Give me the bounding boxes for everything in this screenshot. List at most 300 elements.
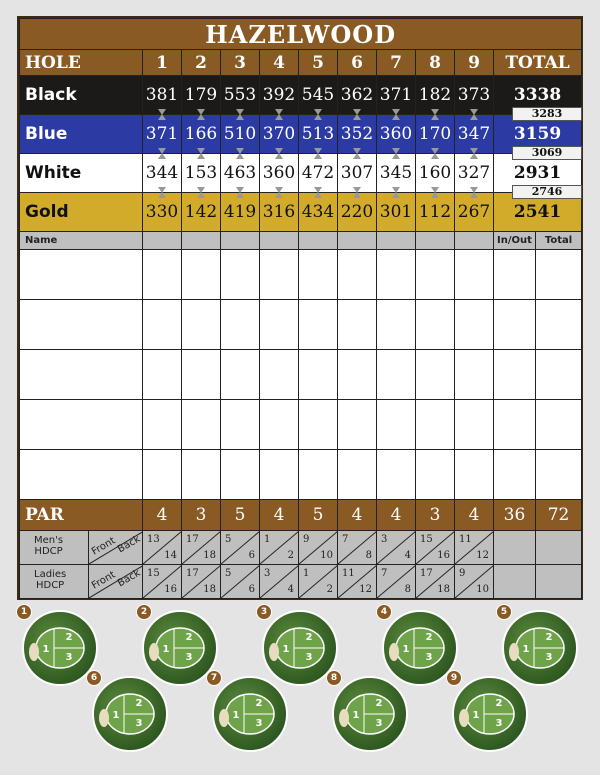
- combo-up-marker: [431, 192, 439, 198]
- hdcp-inout: [494, 531, 536, 565]
- hdcp-back-value: 2: [326, 584, 333, 595]
- hole-map-number: 9: [446, 670, 462, 686]
- hdcp-cell: [455, 565, 494, 599]
- zone-number: 2: [375, 698, 383, 709]
- zone-number: 1: [232, 710, 240, 721]
- tee-row-blue: [20, 115, 582, 154]
- tee-yardage: [143, 154, 182, 193]
- score-cell[interactable]: [338, 350, 377, 400]
- tee-yardage: [143, 76, 182, 115]
- hdcp-cell: [221, 565, 260, 599]
- par-value: 3: [182, 500, 221, 531]
- zone-number: 2: [255, 698, 263, 709]
- hdcp-cell: [182, 565, 221, 599]
- zone-number: 2: [135, 698, 143, 709]
- hole-map-number: 5: [496, 604, 512, 620]
- player-row: [20, 250, 582, 300]
- yardage-value: 362: [340, 85, 374, 105]
- zone-number: 1: [162, 644, 170, 655]
- tee-row-black: [20, 76, 582, 115]
- bunker: [339, 709, 349, 727]
- zone-number: 1: [42, 644, 50, 655]
- bunker: [219, 709, 229, 727]
- tee-yardage: [182, 154, 221, 193]
- hdcp-label-line2: HDCP: [34, 546, 63, 557]
- yardage-value: 510: [223, 124, 257, 144]
- yardage-value: 419: [223, 202, 257, 222]
- score-cell[interactable]: [416, 450, 455, 500]
- hdcp-front-value: 1: [264, 534, 271, 545]
- hole-number: 7: [377, 50, 416, 76]
- tee-yardage: [377, 193, 416, 232]
- green-diagram: [264, 612, 336, 684]
- scorecard: [17, 16, 583, 600]
- hdcp-back-value: 14: [164, 550, 177, 561]
- score-cell[interactable]: [494, 400, 536, 450]
- yardage-value: 330: [145, 202, 179, 222]
- tee-yardage: [182, 193, 221, 232]
- score-cell[interactable]: [221, 350, 260, 400]
- par-label: PAR: [20, 500, 143, 531]
- yardage-value: 513: [301, 124, 335, 144]
- par-row: [20, 500, 582, 531]
- yardage-value: 434: [301, 202, 335, 222]
- back-label: Back: [115, 567, 143, 590]
- hdcp-label-line2: HDCP: [35, 580, 65, 591]
- hdcp-front-value: 9: [459, 568, 466, 579]
- hdcp-label-block: [34, 569, 66, 591]
- green-diagram: [94, 678, 166, 750]
- green-diagram: [334, 678, 406, 750]
- combo-up-marker: [275, 192, 283, 198]
- hdcp-front-value: 9: [303, 534, 310, 545]
- hdcp-front-value: 7: [381, 568, 388, 579]
- hdcp-label-line1: Men's: [34, 535, 64, 546]
- hdcp-back-value: 2: [287, 550, 294, 561]
- par-value: 4: [455, 500, 494, 531]
- zone-number: 2: [185, 632, 193, 643]
- green-diagram: [144, 612, 216, 684]
- tee-name: Black: [20, 76, 143, 115]
- hdcp-front-value: 5: [225, 534, 232, 545]
- score-cell[interactable]: [299, 350, 338, 400]
- hole-number: 6: [338, 50, 377, 76]
- yardage-value: 142: [184, 202, 218, 222]
- hdcp-cell: [416, 565, 455, 599]
- par-value: 4: [143, 500, 182, 531]
- hole-number: 2: [182, 50, 221, 76]
- tee-yardage: [299, 76, 338, 115]
- hdcp-front-value: 17: [420, 568, 433, 579]
- tee-yardage: [299, 154, 338, 193]
- yardage-value: 182: [418, 85, 452, 105]
- tee-total-value: 3159: [513, 124, 562, 144]
- zone-number: 3: [135, 718, 143, 729]
- bunker: [269, 643, 279, 661]
- combo-up-marker: [275, 114, 283, 120]
- tee-yardage: [221, 115, 260, 154]
- zone-number: 1: [282, 644, 290, 655]
- hdcp-front-value: 17: [186, 534, 199, 545]
- hole-map: [502, 610, 578, 686]
- score-cell[interactable]: [455, 450, 494, 500]
- zone-number: 3: [65, 652, 73, 663]
- combo-up-marker: [353, 153, 361, 159]
- combo-up-marker: [431, 153, 439, 159]
- score-cell[interactable]: [416, 250, 455, 300]
- tee-yardage: [299, 115, 338, 154]
- yardage-value: 344: [145, 163, 179, 183]
- yardage-value: 166: [184, 124, 218, 144]
- yardage-value: 360: [262, 163, 296, 183]
- front-back-key: [88, 565, 144, 598]
- hdcp-back-value: 8: [404, 584, 411, 595]
- hole-map-number: 4: [376, 604, 392, 620]
- hdcp-back-value: 18: [203, 584, 216, 595]
- tee-yardage: [455, 76, 494, 115]
- course-title: HAZELWOOD: [20, 19, 582, 50]
- yardage-value: 170: [418, 124, 452, 144]
- score-cell[interactable]: [455, 350, 494, 400]
- hdcp-front-value: 15: [147, 568, 160, 579]
- zone-number: 1: [402, 644, 410, 655]
- score-cell[interactable]: [20, 250, 143, 300]
- hole-map: [212, 676, 288, 752]
- hdcp-label: [20, 565, 143, 599]
- combo-total: 2746: [512, 185, 582, 199]
- hdcp-cell: [377, 531, 416, 565]
- green-diagram: [504, 612, 576, 684]
- yardage-value: 160: [418, 163, 452, 183]
- tee-yardage: [377, 76, 416, 115]
- combo-up-marker: [470, 192, 478, 198]
- hdcp-back-value: 18: [203, 550, 216, 561]
- yardage-value: 345: [379, 163, 413, 183]
- combo-up-marker: [431, 114, 439, 120]
- hole-map-number: 2: [136, 604, 152, 620]
- score-cell[interactable]: [182, 400, 221, 450]
- hole-number: 9: [455, 50, 494, 76]
- score-cell[interactable]: [143, 350, 182, 400]
- yardage-value: 381: [145, 85, 179, 105]
- score-cell[interactable]: [260, 350, 299, 400]
- score-cell[interactable]: [260, 250, 299, 300]
- hdcp-back-value: 4: [287, 584, 294, 595]
- player-row: [20, 300, 582, 350]
- name-label: Name: [20, 232, 143, 250]
- hdcp-cell: [338, 565, 377, 599]
- combo-up-marker: [236, 192, 244, 198]
- yardage-value: 373: [457, 85, 491, 105]
- tee-name: White: [20, 154, 143, 193]
- score-cell[interactable]: [182, 350, 221, 400]
- hole-number: 1: [143, 50, 182, 76]
- zone-number: 2: [65, 632, 73, 643]
- hdcp-back-value: 6: [248, 550, 255, 561]
- par-total: 72: [536, 500, 582, 531]
- combo-up-marker: [392, 114, 400, 120]
- score-cell[interactable]: [221, 400, 260, 450]
- tee-yardage: [260, 76, 299, 115]
- tee-yardage: [455, 193, 494, 232]
- bunker: [509, 643, 519, 661]
- combo-up-marker: [158, 192, 166, 198]
- score-cell[interactable]: [494, 250, 536, 300]
- tee-yardage: [221, 193, 260, 232]
- yardage-value: 179: [184, 85, 218, 105]
- score-cell[interactable]: [221, 250, 260, 300]
- par-value: 5: [221, 500, 260, 531]
- hdcp-back-value: 10: [476, 584, 489, 595]
- zone-number: 3: [375, 718, 383, 729]
- zone-number: 3: [425, 652, 433, 663]
- yardage-value: 307: [340, 163, 374, 183]
- hdcp-inout: [494, 565, 536, 599]
- score-cell[interactable]: [416, 300, 455, 350]
- score-cell[interactable]: [338, 450, 377, 500]
- hdcp-front-value: 11: [459, 534, 472, 545]
- score-cell[interactable]: [20, 400, 143, 450]
- score-cell[interactable]: [455, 300, 494, 350]
- hdcp-back-value: 16: [164, 584, 177, 595]
- hdcp-cell: [182, 531, 221, 565]
- combo-up-marker: [197, 192, 205, 198]
- score-cell[interactable]: [143, 400, 182, 450]
- yardage-value: 371: [145, 124, 179, 144]
- score-cell[interactable]: [536, 350, 582, 400]
- tee-row-white: [20, 154, 582, 193]
- combo-up-marker: [275, 153, 283, 159]
- score-cell[interactable]: [416, 400, 455, 450]
- name-header-row: [20, 232, 582, 250]
- player-row: [20, 450, 582, 500]
- zone-number: 2: [545, 632, 553, 643]
- tee-yardage: [221, 154, 260, 193]
- green-diagram: [454, 678, 526, 750]
- zone-number: 1: [112, 710, 120, 721]
- tee-name: Blue: [20, 115, 143, 154]
- combo-up-marker: [314, 192, 322, 198]
- score-cell[interactable]: [338, 300, 377, 350]
- tee-total-value: 2541: [513, 202, 562, 222]
- score-cell[interactable]: [494, 450, 536, 500]
- tee-yardage: [377, 154, 416, 193]
- score-cell[interactable]: [377, 250, 416, 300]
- tee-yardage: [338, 115, 377, 154]
- yardage-value: 545: [301, 85, 335, 105]
- score-cell[interactable]: [536, 250, 582, 300]
- score-cell[interactable]: [20, 350, 143, 400]
- score-cell[interactable]: [182, 300, 221, 350]
- score-cell[interactable]: [299, 250, 338, 300]
- score-cell[interactable]: [299, 450, 338, 500]
- bunker: [459, 709, 469, 727]
- score-cell[interactable]: [455, 400, 494, 450]
- par-inout: 36: [494, 500, 536, 531]
- tee-yardage: [260, 193, 299, 232]
- tee-name: Gold: [20, 193, 143, 232]
- hdcp-back-value: 4: [404, 550, 411, 561]
- hole-map-number: 8: [326, 670, 342, 686]
- bunker: [99, 709, 109, 727]
- tee-yardage: [416, 115, 455, 154]
- bunker: [29, 643, 39, 661]
- combo-up-marker: [470, 114, 478, 120]
- score-cell[interactable]: [299, 300, 338, 350]
- tee-yardage: [182, 115, 221, 154]
- hdcp-cell: [260, 565, 299, 599]
- combo-up-marker: [236, 114, 244, 120]
- par-value: 4: [260, 500, 299, 531]
- hole-number: 4: [260, 50, 299, 76]
- zone-number: 1: [522, 644, 530, 655]
- combo-up-marker: [314, 114, 322, 120]
- inout-label: In/Out: [494, 232, 536, 250]
- hdcp-cell: [143, 531, 182, 565]
- score-cell[interactable]: [260, 450, 299, 500]
- combo-up-marker: [197, 114, 205, 120]
- hdcp-row-mens: [20, 531, 582, 565]
- front-label: Front: [89, 569, 118, 592]
- yardage-value: 352: [340, 124, 374, 144]
- yardage-value: 370: [262, 124, 296, 144]
- combo-up-marker: [470, 153, 478, 159]
- tee-yardage: [338, 154, 377, 193]
- total-col-label: Total: [536, 232, 582, 250]
- hdcp-cell: [377, 565, 416, 599]
- hdcp-cell: [455, 531, 494, 565]
- yardage-value: 463: [223, 163, 257, 183]
- hdcp-front-value: 3: [264, 568, 271, 579]
- hole-map: [332, 676, 408, 752]
- yardage-value: 553: [223, 85, 257, 105]
- score-cell[interactable]: [338, 400, 377, 450]
- combo-up-marker: [158, 153, 166, 159]
- tee-total: [494, 76, 582, 120]
- score-cell[interactable]: [221, 300, 260, 350]
- combo-up-marker: [392, 153, 400, 159]
- score-cell[interactable]: [536, 400, 582, 450]
- zone-number: 2: [425, 632, 433, 643]
- tee-yardage: [143, 193, 182, 232]
- score-cell[interactable]: [455, 250, 494, 300]
- front-label: Front: [89, 535, 118, 558]
- score-cell[interactable]: [338, 250, 377, 300]
- score-cell[interactable]: [182, 450, 221, 500]
- zone-number: 2: [495, 698, 503, 709]
- hdcp-front-value: 11: [342, 568, 355, 579]
- total-label: TOTAL: [494, 50, 582, 76]
- hdcp-cell: [338, 531, 377, 565]
- hole-map-number: 1: [16, 604, 32, 620]
- score-cell[interactable]: [20, 300, 143, 350]
- yardage-value: 267: [457, 202, 491, 222]
- yardage-value: 347: [457, 124, 491, 144]
- bunker: [149, 643, 159, 661]
- score-cell[interactable]: [377, 400, 416, 450]
- hdcp-label-block: [34, 535, 63, 557]
- scorecard-table: [19, 18, 582, 599]
- score-cell[interactable]: [416, 350, 455, 400]
- hdcp-cell: [299, 531, 338, 565]
- tee-yardage: [455, 115, 494, 154]
- hole-number: 8: [416, 50, 455, 76]
- score-cell[interactable]: [494, 300, 536, 350]
- score-cell[interactable]: [182, 250, 221, 300]
- tee-total-value: 2931: [513, 163, 562, 183]
- hdcp-front-value: 3: [381, 534, 388, 545]
- green-diagram: [214, 678, 286, 750]
- score-cell[interactable]: [536, 300, 582, 350]
- score-cell[interactable]: [377, 350, 416, 400]
- hdcp-front-value: 5: [225, 568, 232, 579]
- hdcp-back-value: 16: [437, 550, 450, 561]
- player-row: [20, 400, 582, 450]
- hdcp-front-value: 13: [147, 534, 160, 545]
- score-cell[interactable]: [494, 350, 536, 400]
- hole-map-number: 3: [256, 604, 272, 620]
- tee-yardage: [221, 76, 260, 115]
- hole-label: HOLE: [20, 50, 143, 76]
- yardage-value: 472: [301, 163, 335, 183]
- hdcp-label-line1: Ladies: [34, 569, 67, 580]
- yardage-value: 392: [262, 85, 296, 105]
- score-cell[interactable]: [20, 450, 143, 500]
- tee-yardage: [299, 193, 338, 232]
- front-back-key: [88, 531, 144, 564]
- yardage-value: 301: [379, 202, 413, 222]
- par-value: 4: [377, 500, 416, 531]
- hdcp-back-value: 18: [437, 584, 450, 595]
- score-cell[interactable]: [299, 400, 338, 450]
- back-label: Back: [115, 533, 143, 556]
- hole-map-number: 6: [86, 670, 102, 686]
- hdcp-back-value: 10: [320, 550, 333, 561]
- hdcp-front-value: 17: [186, 568, 199, 579]
- tee-yardage: [377, 115, 416, 154]
- score-cell[interactable]: [143, 250, 182, 300]
- hole-map-number: 7: [206, 670, 222, 686]
- hdcp-back-value: 8: [365, 550, 372, 561]
- score-cell[interactable]: [536, 450, 582, 500]
- score-cell[interactable]: [260, 400, 299, 450]
- zone-number: 3: [495, 718, 503, 729]
- hdcp-label: [20, 531, 143, 565]
- yardage-value: 371: [379, 85, 413, 105]
- combo-up-marker: [236, 153, 244, 159]
- hdcp-total: [536, 531, 582, 565]
- hdcp-back-value: 6: [248, 584, 255, 595]
- zone-number: 3: [255, 718, 263, 729]
- score-cell[interactable]: [143, 300, 182, 350]
- green-diagram: [384, 612, 456, 684]
- yardage-value: 112: [418, 202, 452, 222]
- hole-map: [452, 676, 528, 752]
- score-cell[interactable]: [143, 450, 182, 500]
- combo-up-marker: [314, 153, 322, 159]
- hole-header-row: [20, 50, 582, 76]
- score-cell[interactable]: [377, 450, 416, 500]
- score-cell[interactable]: [260, 300, 299, 350]
- score-cell[interactable]: [377, 300, 416, 350]
- hdcp-cell: [299, 565, 338, 599]
- score-cell[interactable]: [221, 450, 260, 500]
- combo-up-marker: [158, 114, 166, 120]
- yardage-value: 360: [379, 124, 413, 144]
- par-value: 3: [416, 500, 455, 531]
- hdcp-total: [536, 565, 582, 599]
- par-value: 4: [338, 500, 377, 531]
